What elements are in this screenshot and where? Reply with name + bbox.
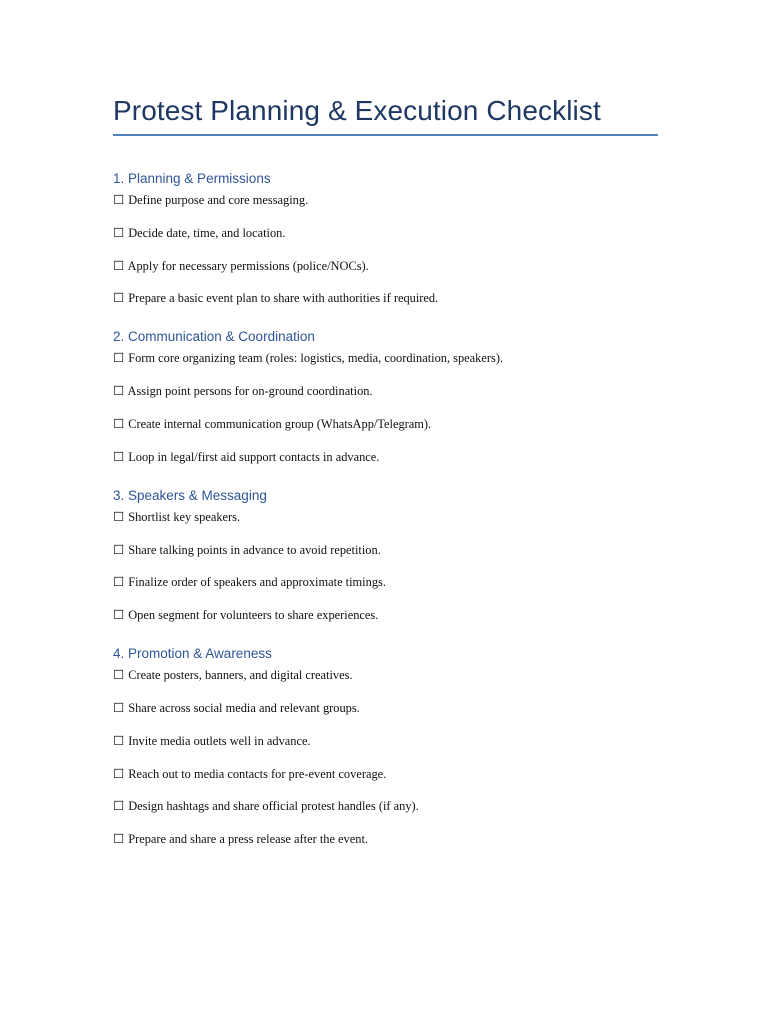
checkbox-icon[interactable]: ☐ xyxy=(113,668,125,683)
checkbox-icon[interactable]: ☐ xyxy=(113,575,125,590)
checklist-item xyxy=(113,256,658,276)
section-planning-permissions xyxy=(113,169,658,308)
checkbox-icon[interactable]: ☐ xyxy=(113,733,125,748)
checklist-item-text: Decide date, time, and location. xyxy=(128,225,286,240)
checklist-item xyxy=(113,190,658,210)
checklist-item xyxy=(113,829,658,849)
checklist-item-text: Prepare and share a press release after the event. xyxy=(128,832,368,847)
checkbox-icon[interactable]: ☐ xyxy=(113,799,125,814)
checklist-item xyxy=(113,447,658,467)
checkbox-icon[interactable]: ☐ xyxy=(113,193,125,207)
checklist-item-text: Finalize order of speakers and approximate timings. xyxy=(128,575,386,590)
checklist-item-text: Create internal communication group (WhatsApp/Telegram). xyxy=(128,416,432,431)
checklist-item-text: Open segment for volunteers to share experiences. xyxy=(128,608,379,623)
checkbox-icon[interactable]: ☐ xyxy=(113,225,125,240)
checklist-item xyxy=(113,731,658,751)
checkbox-icon[interactable]: ☐ xyxy=(113,258,125,273)
checklist-item-text: Create posters, banners, and digital creatives. xyxy=(128,668,353,683)
checklist-item xyxy=(113,540,658,560)
checklist-item xyxy=(113,572,658,592)
checkbox-icon[interactable]: ☐ xyxy=(113,766,125,781)
checkbox-icon[interactable]: ☐ xyxy=(113,384,125,399)
section-communication-coordination xyxy=(113,327,658,466)
section-promotion-awareness xyxy=(113,644,658,849)
checkbox-icon[interactable]: ☐ xyxy=(113,416,125,431)
checklist-item-text: Apply for necessary permissions (police/NOCs). xyxy=(127,258,369,273)
checklist-item-text: Shortlist key speakers. xyxy=(128,509,241,524)
checklist-item xyxy=(113,764,658,784)
checkbox-icon[interactable]: ☐ xyxy=(113,509,125,524)
section-heading: 1. Planning & Permissions xyxy=(113,171,271,186)
section-speakers-messaging xyxy=(113,486,658,625)
checklist-item xyxy=(113,223,658,243)
checklist-item-text: Define purpose and core messaging. xyxy=(128,193,309,207)
checklist-item-text: Assign point persons for on-ground coordination. xyxy=(127,384,373,399)
checklist-item xyxy=(113,698,658,718)
checkbox-icon[interactable]: ☐ xyxy=(113,351,125,366)
checkbox-icon[interactable]: ☐ xyxy=(113,700,125,715)
checklist-sections xyxy=(113,169,658,868)
checklist-item xyxy=(113,665,658,685)
checkbox-icon[interactable]: ☐ xyxy=(113,832,125,847)
page-title: Protest Planning & Execution Checklist xyxy=(113,95,601,126)
checkbox-icon[interactable]: ☐ xyxy=(113,291,125,306)
checklist-item-text: Loop in legal/first aid support contacts in advance. xyxy=(128,449,380,464)
section-heading: 2. Communication & Coordination xyxy=(113,329,315,345)
checklist-item xyxy=(113,348,658,368)
section-heading: 4. Promotion & Awareness xyxy=(113,646,272,662)
checklist-item xyxy=(113,414,658,434)
checklist-item-text: Share talking points in advance to avoid repetition. xyxy=(128,542,381,557)
checklist-item-text: Invite media outlets well in advance. xyxy=(128,733,311,748)
checkbox-icon[interactable]: ☐ xyxy=(113,542,125,557)
checklist-item xyxy=(113,381,658,401)
checklist-item xyxy=(113,288,658,308)
checklist-item-text: Share across social media and relevant groups. xyxy=(128,700,360,715)
checklist-item xyxy=(113,605,658,625)
checkbox-icon[interactable]: ☐ xyxy=(113,608,125,623)
section-heading: 3. Speakers & Messaging xyxy=(113,487,267,503)
checklist-item xyxy=(113,507,658,527)
checkbox-icon[interactable]: ☐ xyxy=(113,449,125,464)
checklist-item-text: Design hashtags and share official protest handles (if any). xyxy=(128,799,419,814)
checklist-item-text: Prepare a basic event plan to share with authorities if required. xyxy=(128,291,439,306)
checklist-item-text: Reach out to media contacts for pre-event coverage. xyxy=(128,766,387,781)
checklist-item xyxy=(113,796,658,816)
title-underline-rule xyxy=(113,134,658,136)
checklist-item-text: Form core organizing team (roles: logistics, media, coordination, speakers). xyxy=(128,351,504,366)
document-page xyxy=(113,0,658,1024)
